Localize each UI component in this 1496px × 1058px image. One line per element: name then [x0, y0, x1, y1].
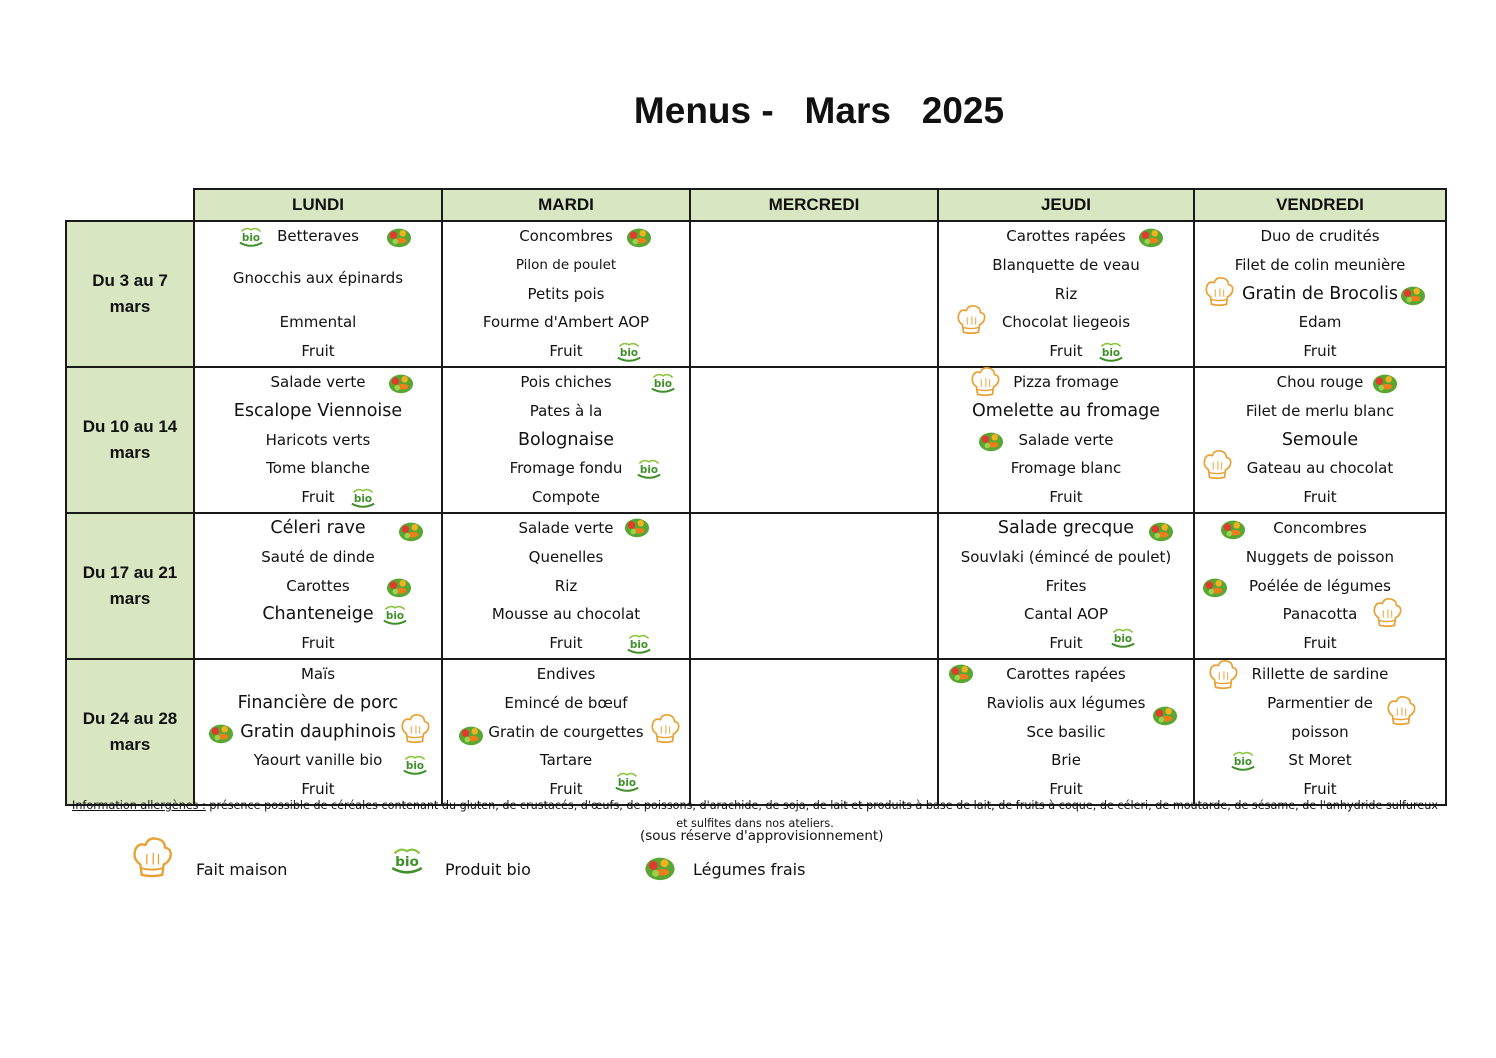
menu-cell-mercredi	[690, 513, 938, 659]
vegetable-icon	[383, 574, 415, 600]
menu-item: Rillette de sardine	[1195, 660, 1445, 689]
chef-hat-icon	[1201, 448, 1233, 484]
menu-item: Mousse au chocolat	[491, 605, 641, 624]
allergen-label: Information allergènes :	[72, 799, 206, 812]
day-header-lundi: LUNDI	[194, 189, 442, 221]
week-label-line: Du 10 au 14	[82, 416, 178, 436]
allergen-text: présence possible de céréales contenant du gluten, de crustacés, d'œufs, de poissons, d'arachide, de soja, de lait et produits à base de lait, de fruits à coque, de céleri, de moutarde, de sésame, de l'anhydride sulfureux et sulfites dans nos ateliers.	[205, 799, 1438, 830]
menu-item: Carottes	[195, 572, 441, 601]
menu-item: Haricots verts	[265, 430, 371, 449]
chef-hat-icon	[1371, 596, 1403, 632]
menu-item: Salade verte	[939, 426, 1193, 455]
week-label-line: mars	[109, 588, 151, 608]
week-label	[66, 513, 194, 659]
menu-item: Gateau au chocolat	[1195, 454, 1445, 483]
svg-text:bio: bio	[395, 854, 419, 870]
menu-item: Fruit	[1049, 780, 1083, 799]
menu-item: Gratin dauphinois	[195, 718, 441, 747]
menu-cell-mardi	[442, 513, 690, 659]
corner-cell	[66, 189, 194, 221]
menu-cell-vendredi	[1194, 221, 1446, 367]
chef-hat-icon	[969, 366, 1001, 400]
menu-item: Salade verte	[443, 514, 689, 543]
menu-item: Gratin de courgettes	[443, 718, 689, 747]
menu-table	[65, 188, 1447, 806]
supply-note: (sous réserve d'approvisionnement)	[640, 828, 884, 844]
menu-cell-mardi	[442, 659, 690, 805]
menu-item: Panacotta	[1195, 600, 1445, 629]
vegetable-icon	[621, 514, 653, 540]
menu-item: Fruit	[301, 342, 335, 361]
menu-item: Fruit	[1303, 634, 1337, 653]
menu-item: Petits pois	[527, 284, 605, 303]
vegetable-icon	[385, 370, 417, 396]
menu-cell-mercredi	[690, 367, 938, 513]
menu-cell-jeudi	[938, 221, 1194, 367]
menu-item: Quenelles	[528, 547, 604, 566]
week-label-line: mars	[109, 442, 151, 462]
svg-text:bio: bio	[1113, 633, 1133, 646]
menu-item: Riz	[1054, 284, 1078, 303]
vegetable-icon	[1135, 224, 1167, 250]
svg-text:bio: bio	[619, 347, 639, 360]
menu-item: Fruit	[301, 634, 335, 653]
vegetable-icon	[1145, 518, 1177, 544]
menu-item: Sce basilic	[939, 718, 1193, 747]
menu-item: Emmental	[279, 313, 357, 332]
menu-item: Fruit bio	[939, 337, 1193, 366]
svg-text:bio: bio	[617, 777, 637, 790]
menu-item: Fruit	[301, 780, 335, 799]
menu-cell-vendredi	[1194, 659, 1446, 805]
menu-item: Pizza fromage	[939, 368, 1193, 397]
bio-icon	[386, 845, 428, 877]
menu-item: poisson	[1291, 722, 1349, 741]
page-title: Menus - Mars 2025	[633, 90, 1005, 131]
vegetable-icon	[623, 224, 655, 250]
menu-item: Fruit bio	[195, 483, 441, 512]
week-row	[66, 367, 1446, 513]
vegetable-icon	[642, 852, 678, 882]
menu-item: Pois chiches bio	[443, 368, 689, 397]
svg-text:bio: bio	[653, 377, 673, 390]
menu-item: Fromage blanc	[1010, 459, 1122, 478]
menu-cell-mardi	[442, 221, 690, 367]
chef-hat-icon	[1203, 276, 1235, 310]
legend-fait-maison: Fait maison	[196, 860, 288, 879]
menu-item: bio Betteraves	[195, 222, 441, 251]
bio-icon	[633, 456, 665, 482]
menu-item: Chou rouge	[1195, 368, 1445, 397]
svg-text:bio: bio	[1101, 347, 1121, 360]
menu-item: Concombres	[443, 222, 689, 251]
svg-text:bio: bio	[241, 232, 261, 244]
header-row	[66, 189, 1446, 221]
menu-item: Riz	[554, 576, 578, 595]
menu-cell-lundi	[194, 513, 442, 659]
week-row	[66, 221, 1446, 367]
menu-item: Fourme d'Ambert AOP	[482, 313, 650, 332]
menu-item: Compote	[531, 488, 601, 507]
menu-item: Chanteneige bio	[195, 600, 441, 629]
svg-text:bio: bio	[629, 639, 649, 652]
menu-item: Sauté de dinde	[261, 547, 375, 566]
menu-item: Carottes rapées	[939, 222, 1193, 251]
menu-item: Salade grecque	[939, 514, 1193, 543]
menu-item: Escalope Viennoise	[233, 400, 403, 421]
vegetable-icon	[945, 660, 977, 686]
svg-text:bio: bio	[353, 493, 373, 506]
menu-item: Raviolis aux légumes	[986, 693, 1146, 712]
chef-hat-icon	[399, 712, 431, 748]
menu-item: Fruit bio	[443, 775, 689, 804]
week-label	[66, 221, 194, 367]
svg-text:bio: bio	[405, 760, 425, 773]
menu-item: Céleri rave	[195, 514, 441, 543]
menu-item: Tome blanche	[266, 459, 370, 478]
bio-icon	[611, 769, 643, 795]
week-label-line: mars	[109, 734, 151, 754]
menu-item: Poélée de légumes	[1195, 572, 1445, 601]
menu-item: Pilon de poulet	[515, 256, 617, 273]
menu-cell-vendredi	[1194, 367, 1446, 513]
svg-text:bio: bio	[385, 610, 405, 623]
vegetable-icon	[383, 224, 415, 250]
menu-item: Fruit bio	[443, 337, 689, 366]
chef-hat-icon	[955, 304, 987, 338]
menu-item: Carottes rapées	[939, 660, 1193, 689]
menu-item: Fruit	[1303, 780, 1337, 799]
menu-item: Filet de colin meunière	[1234, 255, 1406, 274]
menu-cell-jeudi	[938, 659, 1194, 805]
day-header-mardi: MARDI	[442, 189, 690, 221]
bio-icon	[235, 224, 267, 250]
menu-item: Bolognaise	[518, 429, 614, 450]
menu-cell-jeudi	[938, 367, 1194, 513]
menu-item: Fruit	[1049, 488, 1083, 507]
svg-text:bio: bio	[1233, 756, 1253, 769]
menu-item: Parmentier de	[1195, 689, 1445, 718]
day-header-vendredi: VENDREDI	[1194, 189, 1446, 221]
bio-icon	[1227, 748, 1259, 774]
menu-item: Cantal AOP	[1023, 605, 1109, 624]
week-label-line: Du 17 au 21	[82, 562, 178, 582]
menu-cell-lundi	[194, 367, 442, 513]
menu-item: Brie	[1051, 751, 1081, 770]
bio-icon	[647, 370, 679, 396]
legend-produit-bio: Produit bio	[445, 860, 531, 879]
chef-hat-icon	[130, 836, 174, 882]
menu-item: Financière de porc	[237, 692, 399, 713]
legend-legumes-frais: Légumes frais	[693, 860, 806, 879]
vegetable-icon	[205, 720, 237, 746]
menu-item: Maïs	[300, 664, 336, 683]
svg-text:bio: bio	[639, 464, 659, 477]
vegetable-icon	[455, 722, 487, 748]
vegetable-icon	[1149, 702, 1181, 728]
menu-item: Frites	[1045, 576, 1087, 595]
week-label	[66, 659, 194, 805]
day-header-mercredi: MERCREDI	[690, 189, 938, 221]
menu-cell-mardi	[442, 367, 690, 513]
bio-icon	[1107, 625, 1139, 651]
week-label-line: Du 24 au 28	[82, 708, 178, 728]
menu-cell-lundi	[194, 221, 442, 367]
week-label-line: Du 3 au 7	[92, 270, 168, 290]
menu-item: Edam	[1298, 313, 1342, 332]
menu-item: Duo de crudités	[1260, 227, 1380, 245]
menu-item: Souvlaki (émincé de poulet)	[960, 547, 1172, 566]
menu-item: Nuggets de poisson	[1245, 547, 1395, 566]
menu-item: Concombres	[1195, 514, 1445, 543]
vegetable-icon	[1397, 282, 1429, 308]
bio-icon	[379, 602, 411, 628]
menu-item: Blanquette de veau	[992, 255, 1140, 274]
menu-item: Gratin de Brocolis	[1195, 280, 1445, 309]
bio-icon	[623, 631, 655, 657]
menu-item: Gnocchis aux épinards	[232, 268, 404, 287]
vegetable-icon	[1199, 574, 1231, 600]
menu-item: Fruit	[1303, 488, 1337, 507]
vegetable-icon	[395, 518, 427, 544]
menu-item: Chocolat liegeois	[939, 308, 1193, 337]
menu-cell-vendredi	[1194, 513, 1446, 659]
menu-item: Emincé de bœuf	[504, 693, 628, 712]
bio-icon	[1095, 339, 1127, 365]
menu-item: Pates à la	[529, 401, 603, 420]
bio-icon	[613, 339, 645, 365]
vegetable-icon	[1217, 516, 1249, 542]
menu-item: bio St Moret	[1195, 746, 1445, 775]
menu-item: Fruit	[1303, 342, 1337, 361]
menu-item: Fruit bio	[939, 629, 1193, 658]
menu-item: Omelette au fromage	[972, 400, 1160, 421]
bio-icon	[347, 485, 379, 511]
menu-cell-mercredi	[690, 221, 938, 367]
menu-cell-mercredi	[690, 659, 938, 805]
week-label-line: mars	[109, 296, 151, 316]
menu-item: Yaourt vanille bio bio	[195, 746, 441, 775]
day-header-jeudi: JEUDI	[938, 189, 1194, 221]
chef-hat-icon	[649, 712, 681, 748]
menu-item: Filet de merlu blanc	[1245, 401, 1395, 420]
week-row	[66, 513, 1446, 659]
menu-item: Semoule	[1281, 429, 1359, 450]
menu-item: Fromage fondu bio	[443, 454, 689, 483]
week-row	[66, 659, 1446, 805]
menu-item: Salade verte	[195, 368, 441, 397]
menu-item: Fruit bio	[443, 629, 689, 658]
menu-cell-lundi	[194, 659, 442, 805]
vegetable-icon	[975, 428, 1007, 454]
menu-item: Tartare	[539, 751, 593, 770]
vegetable-icon	[1369, 370, 1401, 396]
week-label	[66, 367, 194, 513]
menu-cell-jeudi	[938, 513, 1194, 659]
menu-item: Endives	[536, 664, 596, 683]
